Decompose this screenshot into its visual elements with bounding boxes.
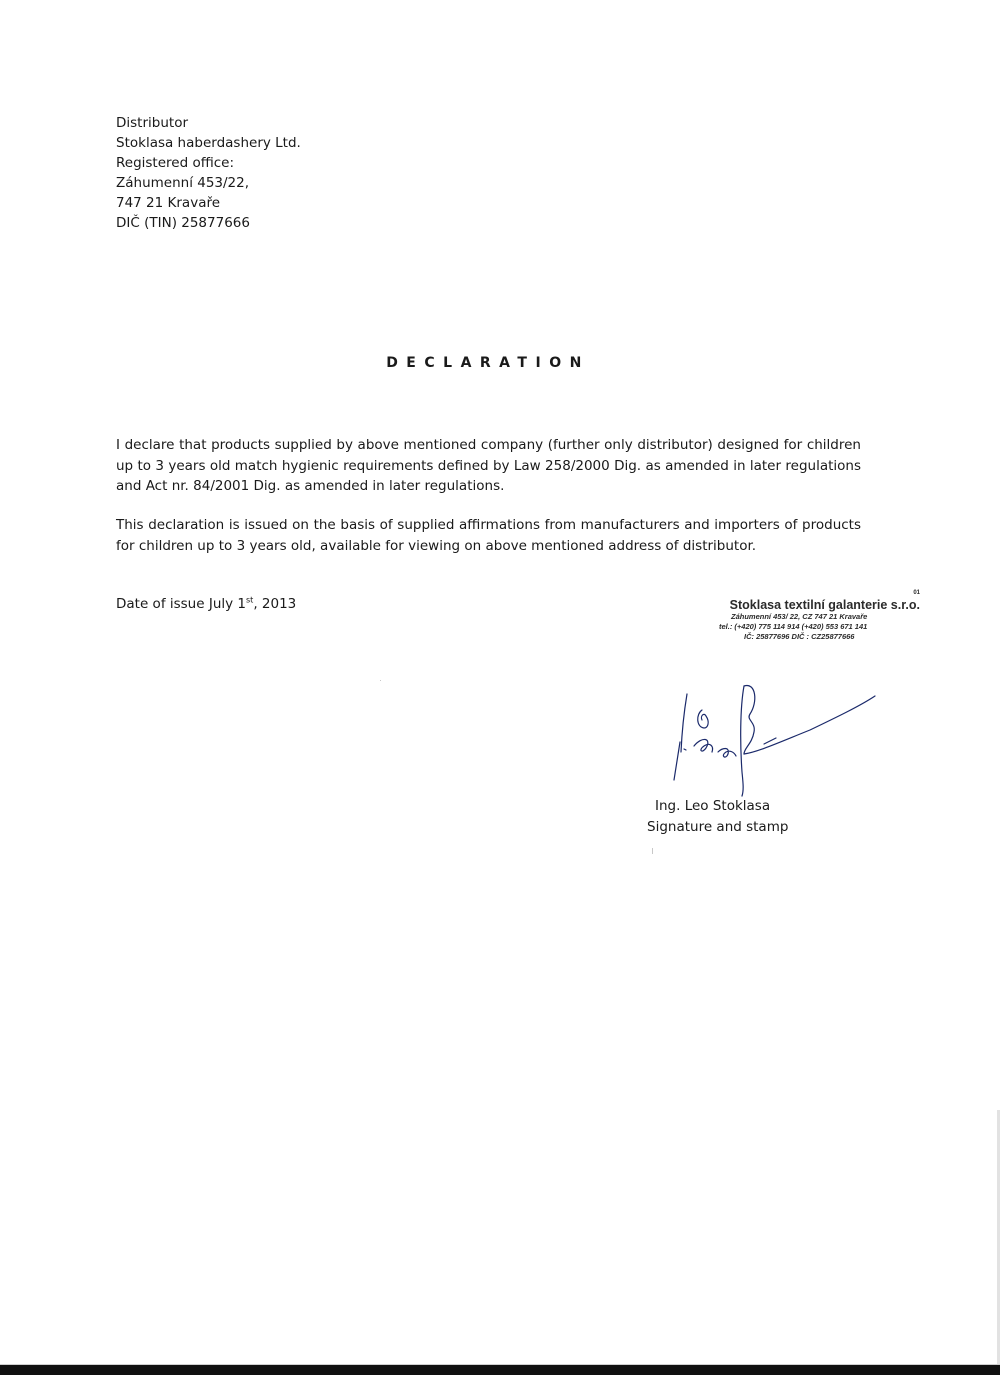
stamp-ids: IČ: 25877696 DIČ : CZ25877666	[744, 632, 855, 641]
signatory-name: Ing. Leo Stoklasa	[655, 798, 771, 814]
stamp-company-name	[700, 590, 930, 612]
street-address: Záhumenní 453/22,	[116, 175, 250, 191]
postal-city: 747 21 Kravaře	[116, 195, 221, 211]
date-of-issue-text: Date of issue July 1	[116, 596, 246, 612]
stamp-number: 01	[913, 590, 920, 596]
signature-caption: Signature and stamp	[647, 819, 789, 835]
company-stamp	[700, 590, 930, 642]
registered-office-label: Registered office:	[116, 155, 235, 171]
declaration-paragraph-1: I declare that products supplied by above mentioned company (further only distributor) designed for children up to 3 years old match hygienic requirements defined by Law 258/2000 Dig. as amended in later regulations and Act nr. 84/2001 Dig. as amended in later regulations.	[116, 437, 861, 494]
scan-speck	[380, 680, 381, 681]
distributor-label: Distributor	[116, 115, 189, 131]
document-title: DECLARATION	[386, 355, 590, 371]
scan-speck	[652, 848, 653, 854]
distributor-address-block	[116, 113, 301, 233]
scan-edge-bottom	[0, 1365, 1000, 1375]
stamp-address: Záhumenní 453/ 22, CZ 747 21 Kravaře	[731, 612, 868, 621]
date-of-issue	[116, 596, 296, 612]
stamp-phones: tel.: (+420) 775 114 914 (+420) 553 671 141	[719, 622, 868, 631]
distributor-company-name: Stoklasa haberdashery Ltd.	[116, 135, 301, 151]
date-ordinal-suffix: st	[246, 595, 254, 605]
tax-id: DIČ (TIN) 25877666	[116, 215, 250, 231]
handwritten-signature	[660, 672, 890, 802]
stamp-company-text: Stoklasa textilní galanterie s.r.o.	[729, 598, 920, 612]
date-year: , 2013	[253, 596, 297, 612]
declaration-paragraph-2: This declaration is issued on the basis of supplied affirmations from manufacturers and importers of products for children up to 3 years old, available for viewing on above mentioned address of distributor.	[116, 517, 861, 554]
